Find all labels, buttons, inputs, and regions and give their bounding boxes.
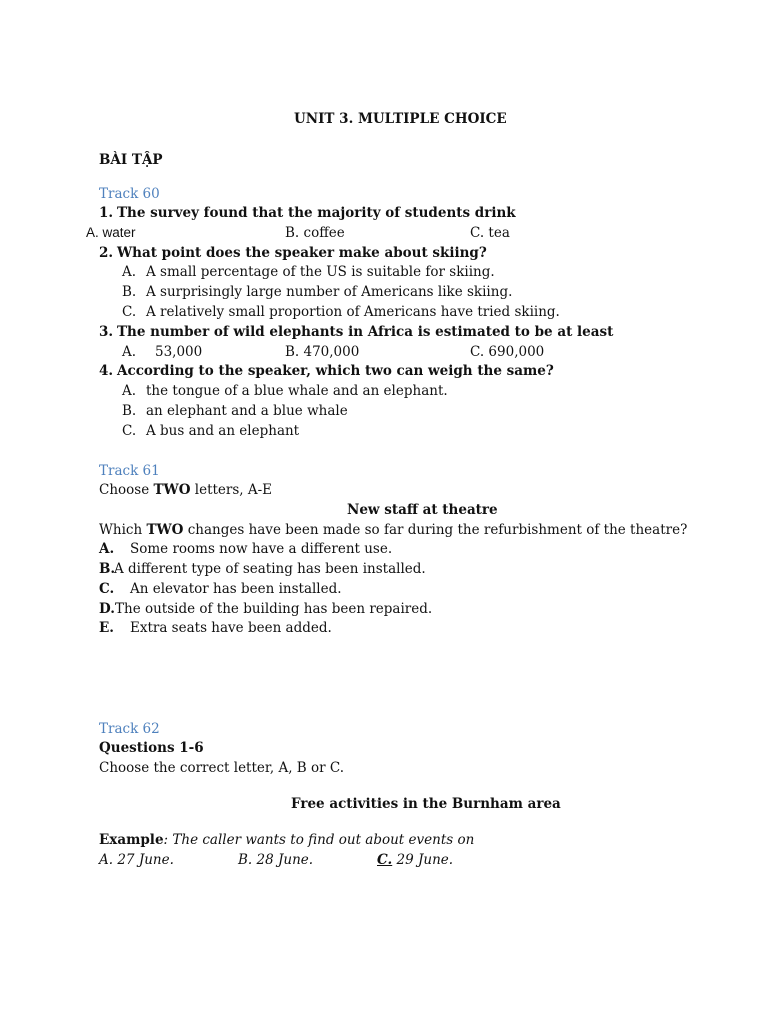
- q3-option-c: C. 690,000: [470, 344, 545, 360]
- q4-option-a-text: the tongue of a blue whale and an elephant.: [146, 383, 448, 399]
- q2-option-c-text: A relatively small proportion of Americans have tried skiing.: [146, 304, 560, 320]
- t61-option-e-text: Extra seats have been added.: [130, 620, 332, 636]
- question-pre: Which: [99, 522, 143, 538]
- example-option-c-text: 29 June.: [396, 852, 454, 868]
- q4-option-b-text: an elephant and a blue whale: [146, 403, 348, 419]
- track-61-question: [99, 521, 687, 539]
- track-61-label: Track 61: [99, 463, 160, 479]
- q3-text: The number of wild elephants in Africa is estimated to be at least: [117, 324, 614, 340]
- q1-number: 1.: [99, 205, 114, 221]
- q4-option-b-letter: B.: [122, 403, 137, 419]
- example-option-a-text: 27 June.: [117, 852, 174, 868]
- track-62-instruction: Choose the correct letter, A, B or C.: [99, 760, 345, 776]
- q1-option-b: B. coffee: [285, 225, 345, 241]
- t61-option-b-text: A different type of seating has been installed.: [114, 561, 426, 577]
- track-61-subtitle: New staff at theatre: [347, 502, 498, 518]
- example-option-a-letter: A.: [99, 852, 114, 868]
- q3-option-a-letter: A.: [122, 344, 137, 360]
- example-option-b-letter: B.: [238, 852, 253, 868]
- track-62-subtitle: Free activities in the Burnham area: [291, 796, 561, 812]
- q3-option-b: B. 470,000: [285, 344, 360, 360]
- q4-option-a-letter: A.: [122, 383, 137, 399]
- t61-option-c-text: An elevator has been installed.: [130, 581, 342, 597]
- example-line: [99, 831, 474, 849]
- q2-number: 2.: [99, 245, 114, 261]
- q2-option-b-letter: B.: [122, 284, 137, 300]
- instruction-pre: Choose: [99, 482, 150, 498]
- t61-option-d-text: The outside of the building has been repaired.: [115, 601, 433, 617]
- q1-option-a: A. water: [86, 225, 136, 240]
- example-option-c: [377, 851, 453, 869]
- q4-option-c-letter: C.: [122, 423, 137, 439]
- instruction-bold: TWO: [153, 482, 191, 498]
- t61-option-a-text: Some rooms now have a different use.: [130, 541, 393, 557]
- t61-option-e-letter: E.: [99, 620, 114, 636]
- q4-option-c-text: A bus and an elephant: [146, 423, 300, 439]
- q1-option-c: C. tea: [470, 225, 510, 241]
- t61-option-b-letter: B.: [99, 561, 116, 577]
- t61-option-a-letter: A.: [99, 541, 115, 557]
- example-option-b: [238, 851, 313, 869]
- t61-option-c-letter: C.: [99, 581, 115, 597]
- q2-option-c-letter: C.: [122, 304, 137, 320]
- example-option-a: [99, 851, 174, 869]
- example-text: : The caller wants to find out about events on: [163, 832, 475, 848]
- q3-option-a-value: 53,000: [155, 344, 203, 360]
- q4-text: According to the speaker, which two can weigh the same?: [117, 363, 554, 379]
- page-title: UNIT 3. MULTIPLE CHOICE: [294, 111, 507, 127]
- q4-number: 4.: [99, 363, 114, 379]
- track-62-questions: Questions 1-6: [99, 740, 204, 756]
- question-bold: TWO: [146, 522, 184, 538]
- q2-option-a-text: A small percentage of the US is suitable for skiing.: [146, 264, 495, 280]
- example-option-c-letter: C.: [377, 852, 393, 868]
- q2-text: What point does the speaker make about skiing?: [117, 245, 487, 261]
- example-label: Example: [99, 832, 164, 848]
- example-option-b-text: 28 June.: [256, 852, 314, 868]
- exercise-heading: BÀI TẬP: [99, 152, 163, 168]
- instruction-post: letters, A-E: [194, 482, 273, 498]
- track-60-label: Track 60: [99, 186, 160, 202]
- t61-option-d-letter: D.: [99, 601, 115, 617]
- q3-number: 3.: [99, 324, 114, 340]
- track-62-label: Track 62: [99, 721, 160, 737]
- track-61-instruction: [99, 481, 272, 499]
- q2-option-b-text: A surprisingly large number of Americans like skiing.: [146, 284, 513, 300]
- q1-text: The survey found that the majority of students drink: [117, 205, 516, 221]
- question-post: changes have been made so far during the refurbishment of the theatre?: [187, 522, 688, 538]
- q2-option-a-letter: A.: [122, 264, 137, 280]
